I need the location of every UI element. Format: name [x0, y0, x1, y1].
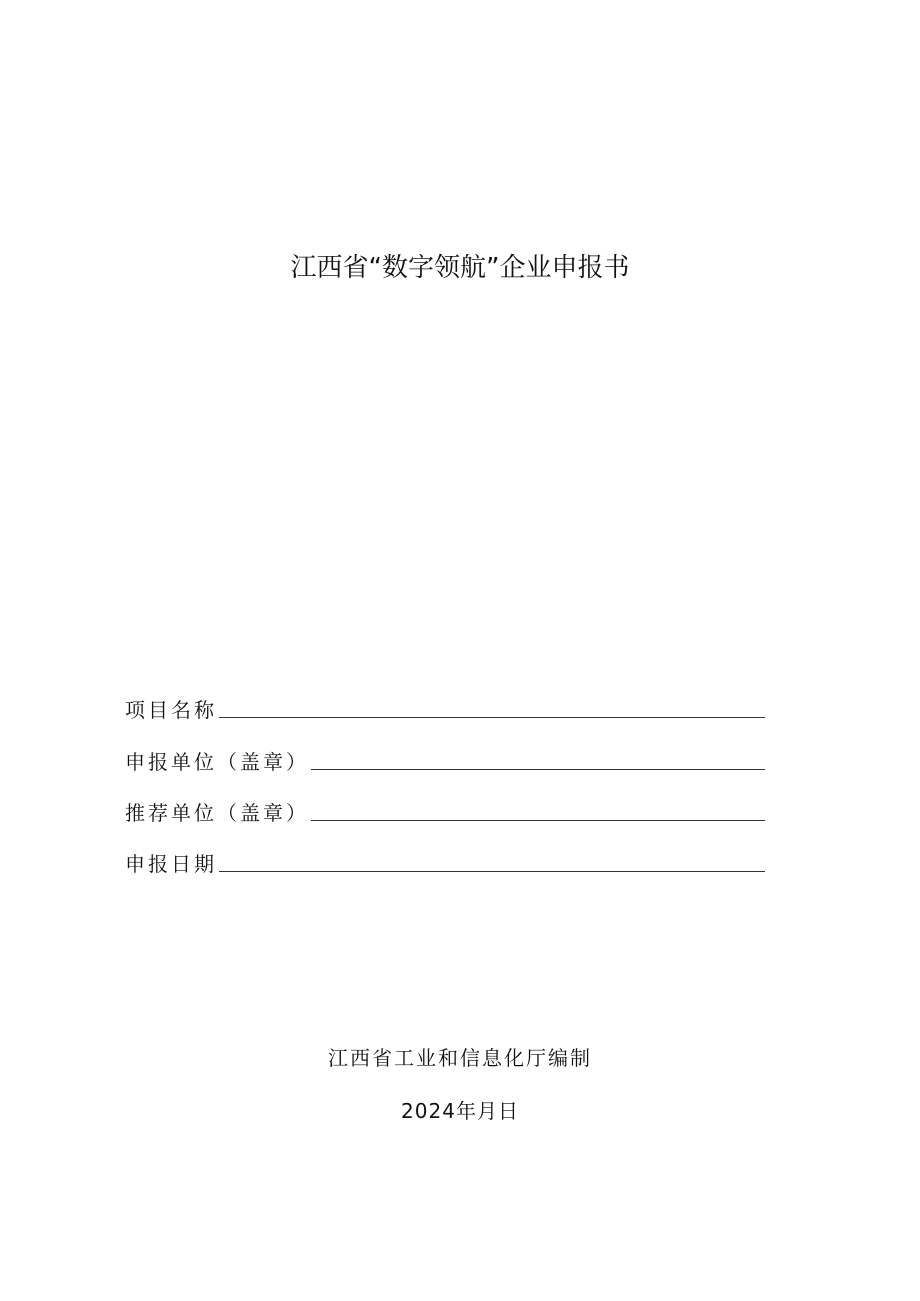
- project-name-label: 项目名称: [125, 698, 217, 722]
- compiling-date: 2024年月日: [401, 1099, 519, 1123]
- recommending-unit-field[interactable]: [311, 800, 765, 821]
- document-title: 江西省“数字领航”企业申报书: [290, 253, 630, 283]
- compiling-organization: 江西省工业和信息化厅编制: [328, 1046, 592, 1070]
- form-row-recommending-unit: [125, 795, 765, 827]
- form-row-project-name: [125, 692, 765, 724]
- form-row-applicant-unit: [125, 744, 765, 776]
- applicant-unit-field[interactable]: [311, 749, 765, 770]
- applicant-unit-label: 申报单位（盖章）: [125, 750, 309, 774]
- project-name-field[interactable]: [219, 697, 765, 718]
- application-date-field[interactable]: [219, 851, 765, 872]
- application-date-label: 申报日期: [125, 852, 217, 876]
- form-row-application-date: [125, 846, 765, 878]
- recommending-unit-label: 推荐单位（盖章）: [125, 801, 309, 825]
